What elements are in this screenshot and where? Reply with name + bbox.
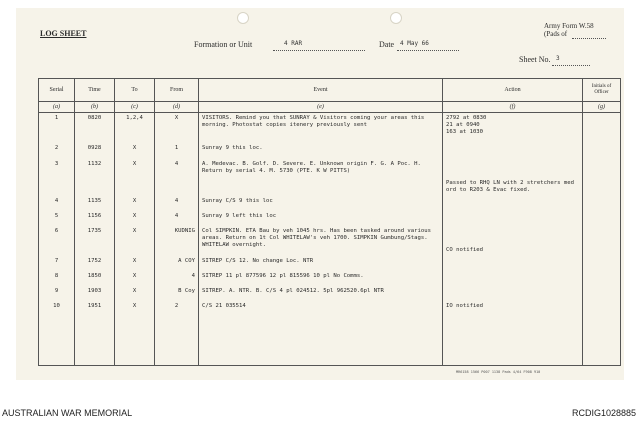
- to-cell: X: [115, 286, 155, 301]
- col-letter: (a): [39, 102, 75, 113]
- table-row: [39, 271, 621, 286]
- table-row: [39, 143, 621, 159]
- action-cell: IO notified: [443, 301, 583, 316]
- event-cell: Sunray 9 this loc.: [199, 143, 443, 159]
- action-cell: [443, 143, 583, 159]
- log-sheet-paper: [16, 8, 624, 380]
- from-cell: 1: [155, 143, 199, 159]
- col-event-header: Event: [199, 79, 443, 102]
- event-cell: C/S 21 035514: [199, 301, 443, 316]
- table-row: [39, 113, 621, 143]
- col-letter: (g): [583, 102, 621, 113]
- initials-cell: [583, 286, 621, 301]
- action-cell: [443, 226, 583, 256]
- from-cell: X: [155, 113, 199, 143]
- from-cell: A COY: [155, 256, 199, 271]
- formation-value: 4 RAR: [284, 40, 303, 47]
- col-letter: (b): [75, 102, 115, 113]
- col-letter: (c): [115, 102, 155, 113]
- table-filler-row: [39, 316, 621, 366]
- to-cell: X: [115, 301, 155, 316]
- time-cell: 1135: [75, 196, 115, 211]
- sheet-number-line: [552, 65, 590, 66]
- event-cell: SITREP 11 pl 877596 12 pl 815596 10 pl No Comms.: [199, 271, 443, 286]
- col-initials-header: Initials of Officer: [583, 79, 621, 102]
- sheet-number-label: Sheet No.: [519, 55, 551, 64]
- table-row: [39, 159, 621, 196]
- col-to-header: To: [115, 79, 155, 102]
- time-cell: 0820: [75, 113, 115, 143]
- archive-reference: RCDIG1028885: [571, 408, 636, 418]
- action-text: CO notified: [446, 246, 484, 253]
- serial-cell: 5: [39, 211, 75, 226]
- time-cell: 1752: [75, 256, 115, 271]
- from-cell: 2: [155, 301, 199, 316]
- to-cell: X: [115, 196, 155, 211]
- punch-hole-left: [237, 12, 249, 24]
- sheet-number-value: 3: [556, 55, 560, 62]
- col-serial-header: Serial: [39, 79, 75, 102]
- action-cell: [443, 256, 583, 271]
- col-action-header: Action: [443, 79, 583, 102]
- action-cell: [443, 196, 583, 211]
- from-cell: 4: [155, 159, 199, 196]
- from-cell: 4: [155, 211, 199, 226]
- col-from-header: From: [155, 79, 199, 102]
- event-cell: Sunray C/S 9 this loc: [199, 196, 443, 211]
- from-cell: 4: [155, 271, 199, 286]
- to-cell: X: [115, 143, 155, 159]
- army-form-number: Army Form W.58: [544, 22, 594, 30]
- action-cell: [443, 271, 583, 286]
- event-cell: SITREP C/S 12. No change Loc. NTR: [199, 256, 443, 271]
- date-label: Date: [379, 40, 395, 49]
- date-line: [397, 50, 459, 51]
- event-cell: SITREP. A. NTR. B. C/S 4 pl 024512. 5pl 962520.6pl NTR: [199, 286, 443, 301]
- action-cell: [443, 286, 583, 301]
- header-row: [39, 79, 621, 102]
- from-cell: KUDNIG: [155, 226, 199, 256]
- to-cell: X: [115, 271, 155, 286]
- initials-cell: [583, 143, 621, 159]
- pads-of-note: (Pads of: [544, 30, 568, 38]
- event-cell: VISITORS. Remind you that SUNRAY & Visitors coming your areas this morning. Photostat copies itenery previously sent: [199, 113, 443, 143]
- col-time-header: Time: [75, 79, 115, 102]
- initials-cell: [583, 196, 621, 211]
- table-row: [39, 301, 621, 316]
- table-row: [39, 286, 621, 301]
- column-letter-row: [39, 102, 621, 113]
- time-cell: 1735: [75, 226, 115, 256]
- table-row: [39, 226, 621, 256]
- action-cell: [443, 211, 583, 226]
- table-row: [39, 196, 621, 211]
- date-value: 4 May 66: [400, 40, 429, 47]
- to-cell: X: [115, 256, 155, 271]
- from-cell: 4: [155, 196, 199, 211]
- initials-cell: [583, 113, 621, 143]
- serial-cell: 1: [39, 113, 75, 143]
- initials-cell: [583, 271, 621, 286]
- to-cell: 1,2,4: [115, 113, 155, 143]
- serial-cell: 2: [39, 143, 75, 159]
- event-cell: Sunray 9 left this loc: [199, 211, 443, 226]
- time-cell: 1903: [75, 286, 115, 301]
- time-cell: 1156: [75, 211, 115, 226]
- log-sheet-title: LOG SHEET: [40, 29, 87, 38]
- pads-of-line: [572, 38, 606, 39]
- col-letter: (e): [199, 102, 443, 113]
- initials-cell: [583, 159, 621, 196]
- table-row: [39, 211, 621, 226]
- time-cell: 0928: [75, 143, 115, 159]
- event-cell: A. Medevac. B. Golf. D. Severe. E. Unknown origin F. G. A Poc. H. Return by serial 4. M. 5730 (PTE. K W PITTS): [199, 159, 443, 196]
- event-cell: Col SIMPKIN. ETA Bau by veh 1045 hrs. Has been tasked around various areas. Return on 1t Col WHITELAW's veh 1700. SIMPKIN Gumbung/Stags. WHITELAW overnight.: [199, 226, 443, 256]
- serial-cell: 6: [39, 226, 75, 256]
- to-cell: X: [115, 226, 155, 256]
- formation-label: Formation or Unit: [194, 40, 253, 49]
- serial-cell: 7: [39, 256, 75, 271]
- printer-note: MR6158 1566 P007 1138 Pads 4/64 F908 910: [456, 370, 541, 374]
- action-text: Passed to RHQ LN with 2 stretchers med ord to R203 & Evac fixed.: [446, 179, 574, 193]
- serial-cell: 10: [39, 301, 75, 316]
- serial-cell: 4: [39, 196, 75, 211]
- action-cell: [443, 159, 583, 196]
- punch-hole-right: [390, 12, 402, 24]
- log-table: [38, 78, 621, 366]
- time-cell: 1850: [75, 271, 115, 286]
- serial-cell: 3: [39, 159, 75, 196]
- initials-cell: [583, 301, 621, 316]
- serial-cell: 8: [39, 271, 75, 286]
- archive-name: AUSTRALIAN WAR MEMORIAL: [2, 408, 133, 418]
- to-cell: X: [115, 211, 155, 226]
- initials-cell: [583, 211, 621, 226]
- col-letter: (d): [155, 102, 199, 113]
- time-cell: 1951: [75, 301, 115, 316]
- time-cell: 1132: [75, 159, 115, 196]
- serial-cell: 9: [39, 286, 75, 301]
- initials-cell: [583, 256, 621, 271]
- from-cell: B Coy: [155, 286, 199, 301]
- initials-cell: [583, 226, 621, 256]
- formation-line: [273, 50, 365, 51]
- table-row: [39, 256, 621, 271]
- action-cell: 2792 at 0830 21 at 0940 163 at 1030: [443, 113, 583, 143]
- to-cell: X: [115, 159, 155, 196]
- col-letter: (f): [443, 102, 583, 113]
